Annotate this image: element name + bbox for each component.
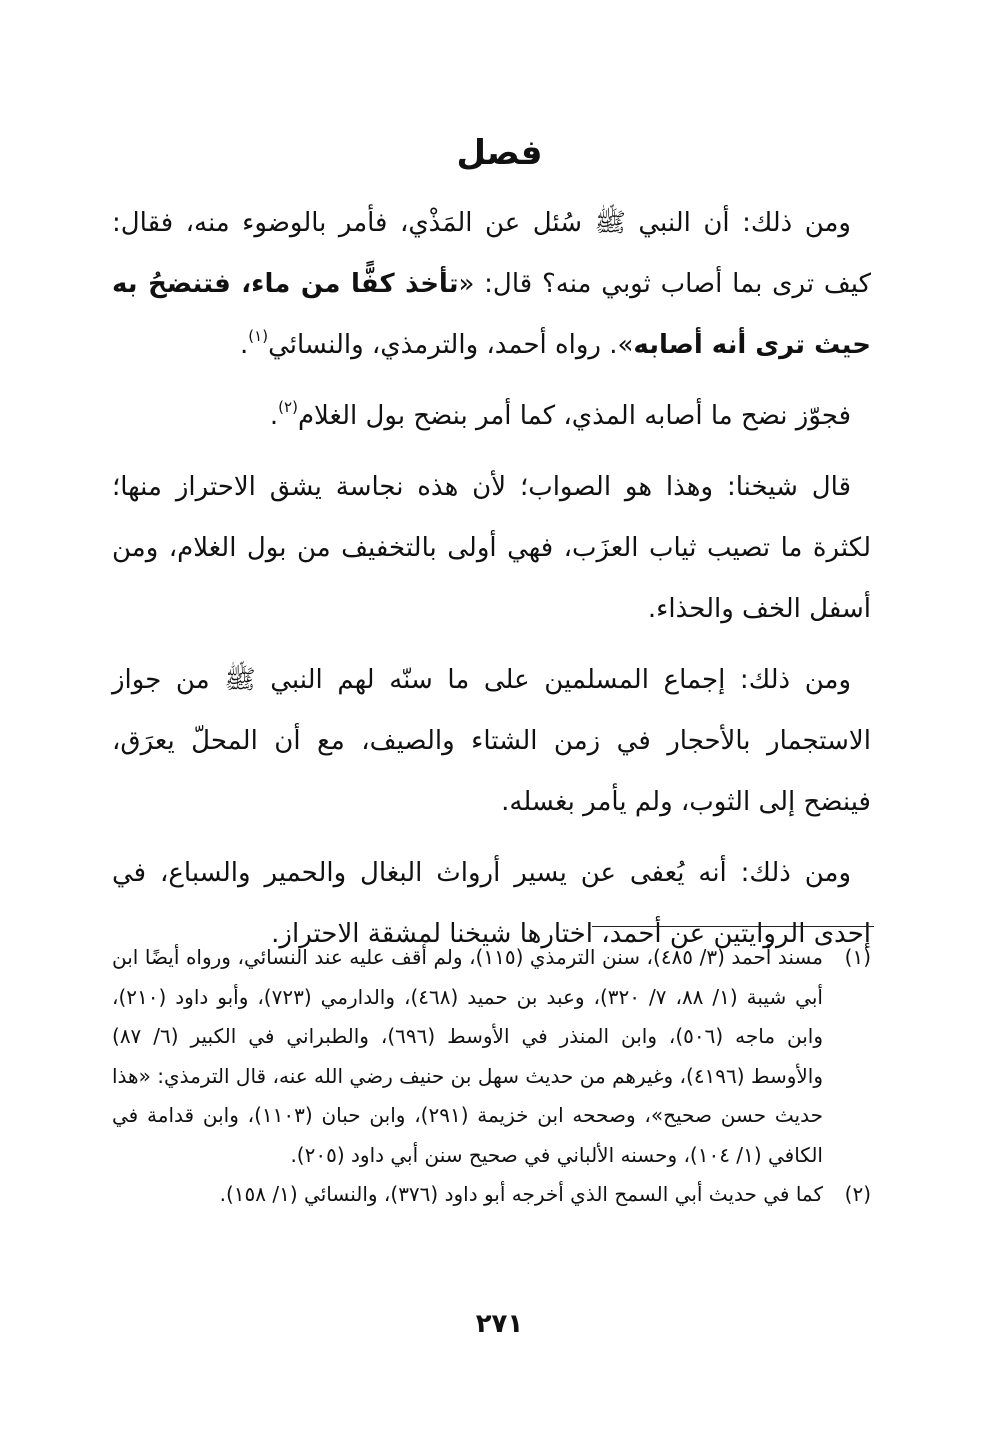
- paragraph-2-text: فجوّز نضح ما أصابه المذي، كما أمر بنضح بول الغلام: [297, 401, 851, 431]
- footnote-1-number: (١): [844, 945, 871, 969]
- footnote-ref-1[interactable]: (١): [248, 327, 269, 345]
- hadith-quote: تأخذ كفًّا من ماء، فتنضحُ به حيث ترى أنه أصابه: [112, 269, 871, 360]
- paragraph-2-end: .: [269, 401, 279, 431]
- footnote-2-text: كما في حديث أبي السمح الذي أخرجه أبو داود (٣٧٦)، والنسائي (١/ ١٥٨).: [219, 1182, 823, 1206]
- footnote-2-number: (٢): [844, 1182, 871, 1206]
- footnote-1-text: مسند أحمد (٣/ ٤٨٥)، سنن الترمذي (١١٥)، ولم أقف عليه عند النسائي، ورواه أيضًا ابن أبي شيبة (١/ ٨٨، ٧/ ٣٢٠)، وعبد بن حميد (٤٦٨)، والدارمي (٧٢٣)، وأبو داود (٢١٠)، وابن ماجه (٥٠٦)، وابن المنذر في الأوسط (٦٩٦)، والطبراني في الكبير (٦/ ٨٧) والأوسط (٤١٩٦)، وغيرهم من حديث سهل بن حنيف رضي الله عنه، قال الترمذي: «هذا حديث حسن صحيح»، وصححه ابن خزيمة (٢٩١)، وابن حبان (١١٠٣)، وابن قدامة في الكافي (١/ ١٠٤)، وحسنه الألباني في صحيح سنن أبي داود (٢٠٥).: [112, 945, 823, 1167]
- main-text: [112, 193, 871, 975]
- section-title: فصل: [456, 133, 543, 173]
- footnote-ref-2[interactable]: (٢): [278, 398, 298, 416]
- page-number: ٢٧١: [475, 1309, 524, 1339]
- footnotes: [112, 938, 871, 1215]
- footnote-2: [112, 1175, 871, 1215]
- paragraph-1-end: .: [240, 330, 249, 360]
- footnote-1: [112, 938, 871, 1175]
- paragraph-1-text: ومن ذلك: أن النبي ﷺ سُئل عن المَذْي، فأمر بالوضوء منه، فقال: كيف ترى بما أصاب ثوبي منه؟ قال: «: [112, 208, 871, 299]
- paragraph-2: [112, 386, 871, 447]
- footnote-divider: [592, 926, 874, 927]
- paragraph-5: ومن ذلك: أنه يُعفى عن يسير أرواث البغال والحمير والسباع، في إحدى الروايتين عن أحمد، اختارها شيخنا لمشقة الاحتراز.: [112, 858, 871, 949]
- paragraph-1: [112, 193, 871, 376]
- paragraph-3: قال شيخنا: وهذا هو الصواب؛ لأن هذه نجاسة يشق الاحتراز منها؛ لكثرة ما تصيب ثياب العزَب، فهي أولى بالتخفيف من بول الغلام، ومن أسفل الخف والحذاء.: [112, 472, 871, 624]
- paragraph-4: ومن ذلك: إجماع المسلمين على ما سنّه لهم النبي ﷺ من جواز الاستجمار بالأحجار في زمن الشتاء والصيف، مع أن المحلّ يعرَق، فينضح إلى الثوب، ولم يأمر بغسله.: [112, 665, 871, 817]
- paragraph-1-citation: ». رواه أحمد، والترمذي، والنسائي: [268, 330, 634, 360]
